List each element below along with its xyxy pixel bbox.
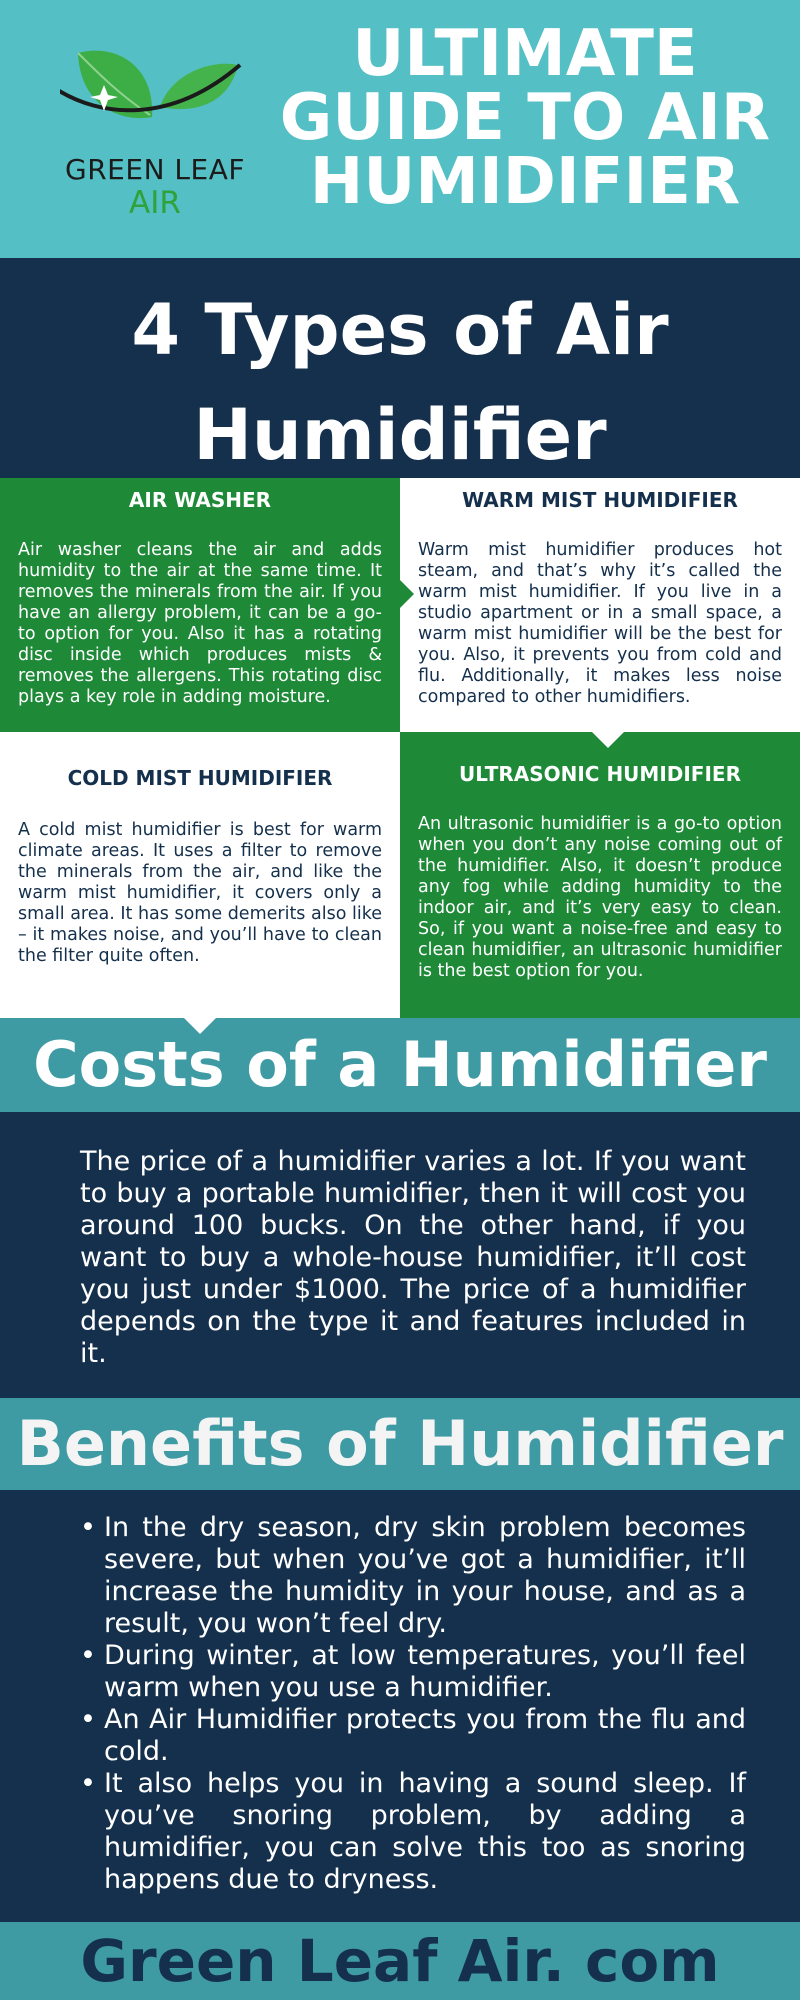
types-section-header (0, 258, 800, 478)
pointer-arrow-icon (592, 732, 624, 748)
card-warm-mist (400, 478, 800, 732)
card-text: A cold mist humidifier is best for warm climate areas. It uses a filter to remove the minerals from the air, and like the warm mist humidifier, it covers only a small area. It has some demerits also like – it makes noise, and you’ll have to clean the filter quite often. (18, 820, 382, 966)
card-title: WARM MIST HUMIDIFIER (462, 488, 738, 512)
card-text: Air washer cleans the air and adds humidity to the air at the same time. It removes the minerals from the air. If you have an allergy problem, it can be a go-to option for you. Also it has a rotating disc inside which produces mists & removes the allergens. This rotating disc plays a key role in adding moisture. (18, 540, 382, 707)
logo-text-air: AIR (129, 185, 181, 221)
pointer-arrow-icon (400, 580, 414, 608)
green-leaf-air-logo (60, 45, 250, 225)
card-title: ULTRASONIC HUMIDIFIER (459, 762, 741, 786)
card-cold-mist (0, 732, 400, 1018)
footer-banner (0, 1922, 800, 2000)
header-banner (0, 0, 800, 258)
footer-site-name: Green Leaf Air. com (80, 1927, 720, 1995)
page-title: ULTIMATE GUIDE TO AIR HUMIDIFIER (279, 17, 771, 219)
card-title: COLD MIST HUMIDIFIER (67, 766, 333, 790)
list-item: • During winter, at low temperatures, you’ll feel warm when you use a humidifier. (80, 1640, 746, 1704)
costs-section-body (0, 1112, 800, 1398)
card-text: Warm mist humidifier produces hot steam, and that’s why it’s called the warm mist humidifier. If you live in a studio apartment or in a small space, a warm mist humidifier will be the best for you. Also, it prevents you from cold and flu. Additionally, it makes less noise compared to other humidifiers. (418, 540, 782, 707)
benefits-list (80, 1512, 746, 1896)
list-item: • An Air Humidifier protects you from the flu and cold. (80, 1704, 746, 1768)
card-air-washer (0, 478, 400, 732)
benefits-section-body (0, 1490, 800, 1922)
list-item: • In the dry season, dry skin problem becomes severe, but when you’ve got a humidifier, it’ll increase the humidity in your house, and as a result, you won’t feel dry. (80, 1512, 746, 1640)
logo-text-green-leaf: GREEN LEAF (65, 153, 245, 186)
types-title: 4 Types of Air Humidifier (131, 289, 669, 476)
card-text: An ultrasonic humidifier is a go-to option when you don’t any noise coming out of the humidifier. Also, it doesn’t produce any fog while adding humidity to the indoor air, and it’s very easy to clean. So, if you want a noise-free and easy to clean humidifier, an ultrasonic humidifier is the best option for you. (418, 814, 782, 981)
pointer-arrow-icon (184, 1018, 216, 1034)
benefits-section-header (0, 1398, 800, 1490)
costs-text: The price of a humidifier varies a lot. If you want to buy a portable humidifier, then it will cost you around 100 bucks. On the other hand, if you want to buy a whole-house humidifier, it’ll cost you just under $1000. The price of a humidifier depends on the type it and features included in it. (80, 1146, 746, 1369)
leaf-logo-icon (60, 45, 250, 155)
card-ultrasonic (400, 732, 800, 1018)
benefits-title: Benefits of Humidifier (16, 1407, 784, 1480)
list-item: • It also helps you in having a sound sleep. If you’ve snoring problem, by adding a humidifier, you can solve this too as snoring happens due to dryness. (80, 1768, 746, 1896)
costs-section-header (0, 1018, 800, 1112)
card-title: AIR WASHER (128, 488, 272, 512)
costs-title: Costs of a Humidifier (33, 1028, 767, 1101)
